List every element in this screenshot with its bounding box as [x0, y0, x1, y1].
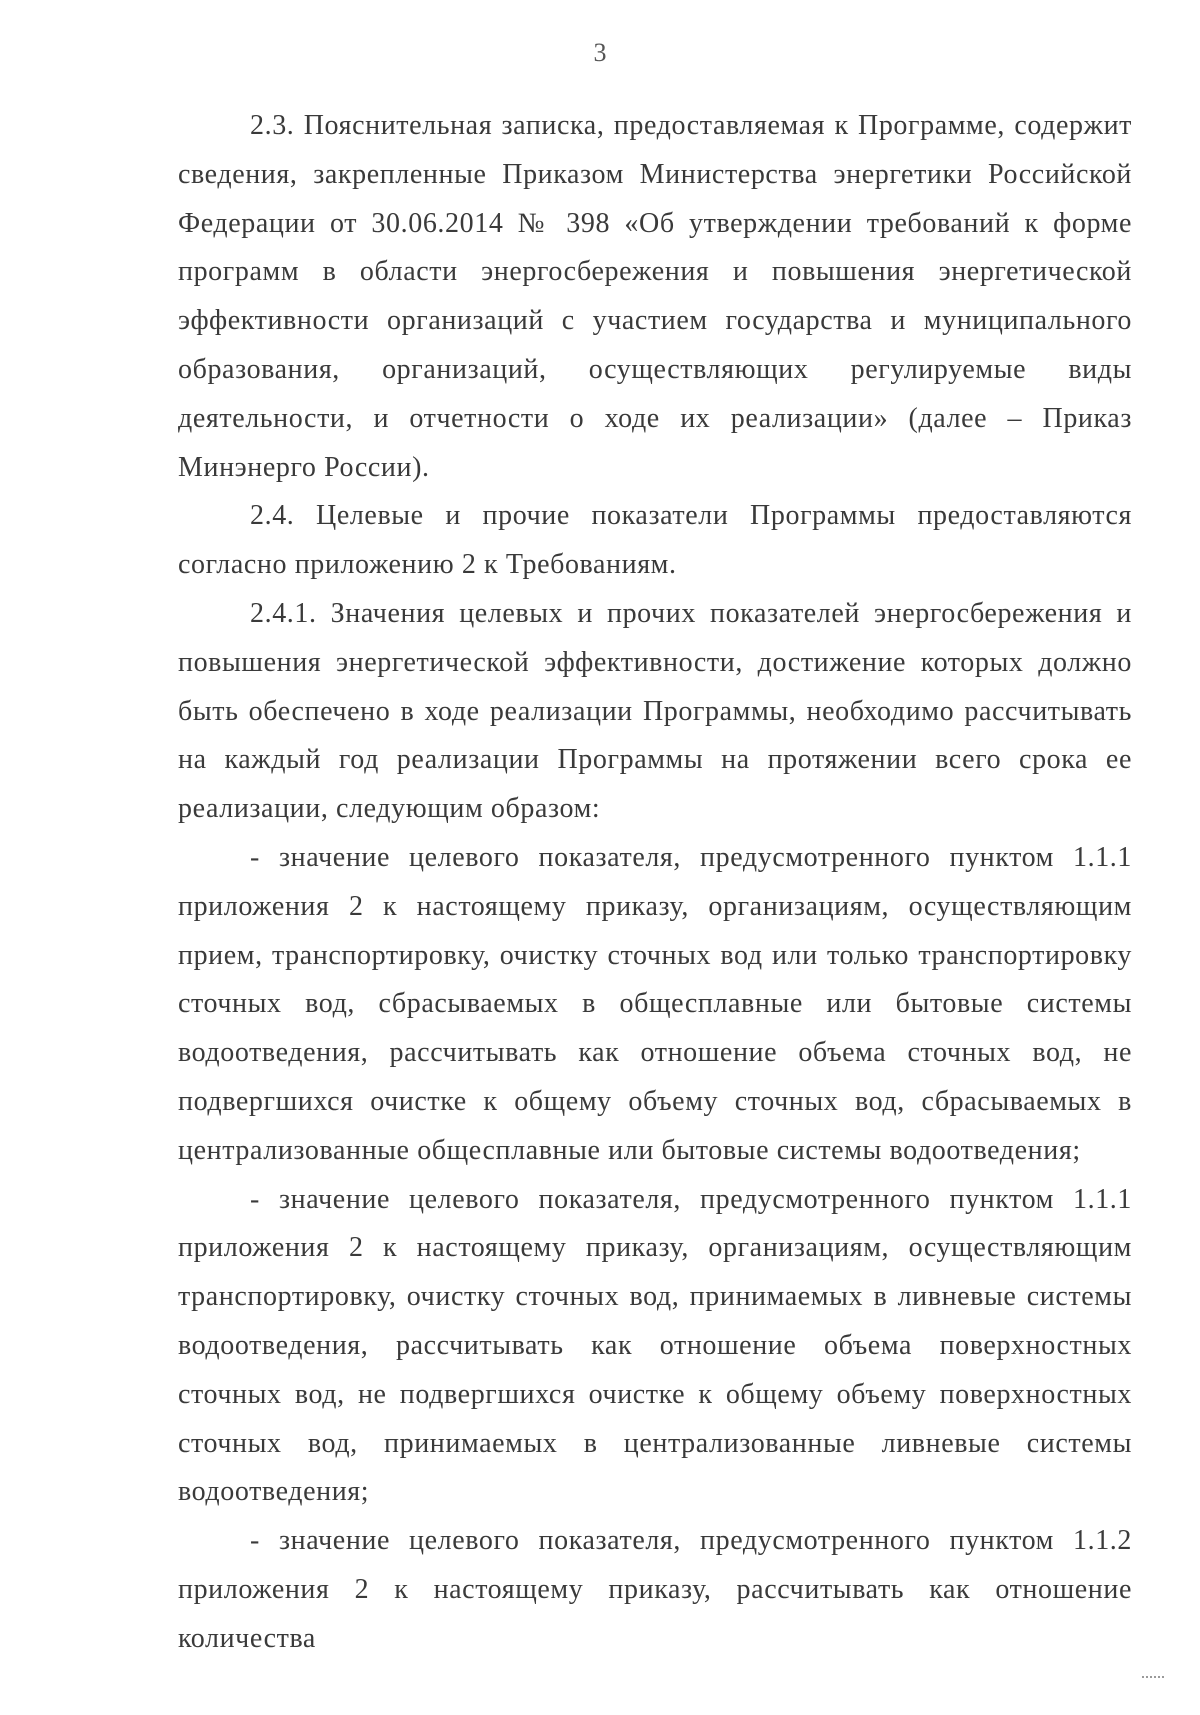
list-item-indicator-1-1-1-sewage: - значение целевого показателя, предусмотренного пунктом 1.1.1 приложения 2 к настоящему приказу, организациям, осуществляющим прием, транспортировку, очистку сточных вод или только транспортировку сточных вод, сбрасываемых в общесплавные или бытовые системы водоотведения, рассчитывать как отношение объема сточных вод, не подвергшихся очистке к общему объему сточных вод, сбрасываемых в централизованные общесплавные или бытовые системы водоотведения; — [178, 841, 1132, 1166]
document-body — [178, 102, 1132, 1664]
list-item-indicator-1-1-1-storm: - значение целевого показателя, предусмотренного пунктом 1.1.1 приложения 2 к настоящему приказу, организациям, осуществляющим транспортировку, очистку сточных вод, принимаемых в ливневые системы водоотведения, рассчитывать как отношение объема поверхностных сточных вод, не подвергшихся очистке к общему объему поверхностных сточных вод, принимаемых в централизованные ливневые системы водоотведения; — [178, 1183, 1132, 1508]
scan-artifact-mark — [1142, 1676, 1164, 1681]
paragraph-2-4-1: 2.4.1. Значения целевых и прочих показателей энергосбережения и повышения энергетической эффективности, достижение которых должно быть обеспечено в ходе реализации Программы, необходимо рассчитывать на каждый год реализации Программы на протяжении всего срока ее реализации, следующим образом: — [178, 597, 1132, 825]
paragraph-2-3: 2.3. Пояснительная записка, предоставляемая к Программе, содержит сведения, закрепленные Приказом Министерства энергетики Российской Федерации от 30.06.2014 № 398 «Об утверждении требований к форме программ в области энергосбережения и повышения энергетической эффективности организаций с участием государства и муниципального образования, организаций, осуществляющих регулируемые виды деятельности, и отчетности о ходе их реализации» (далее – Приказ Минэнерго России). — [178, 110, 1132, 483]
paragraph-2-4: 2.4. Целевые и прочие показатели Программы предоставляются согласно приложению 2 к Требованиям. — [178, 500, 1132, 581]
page-number: 3 — [593, 38, 607, 67]
list-item-indicator-1-1-2: - значение целевого показателя, предусмотренного пунктом 1.1.2 приложения 2 к настоящему приказу, рассчитывать как отношение количества — [178, 1525, 1132, 1654]
